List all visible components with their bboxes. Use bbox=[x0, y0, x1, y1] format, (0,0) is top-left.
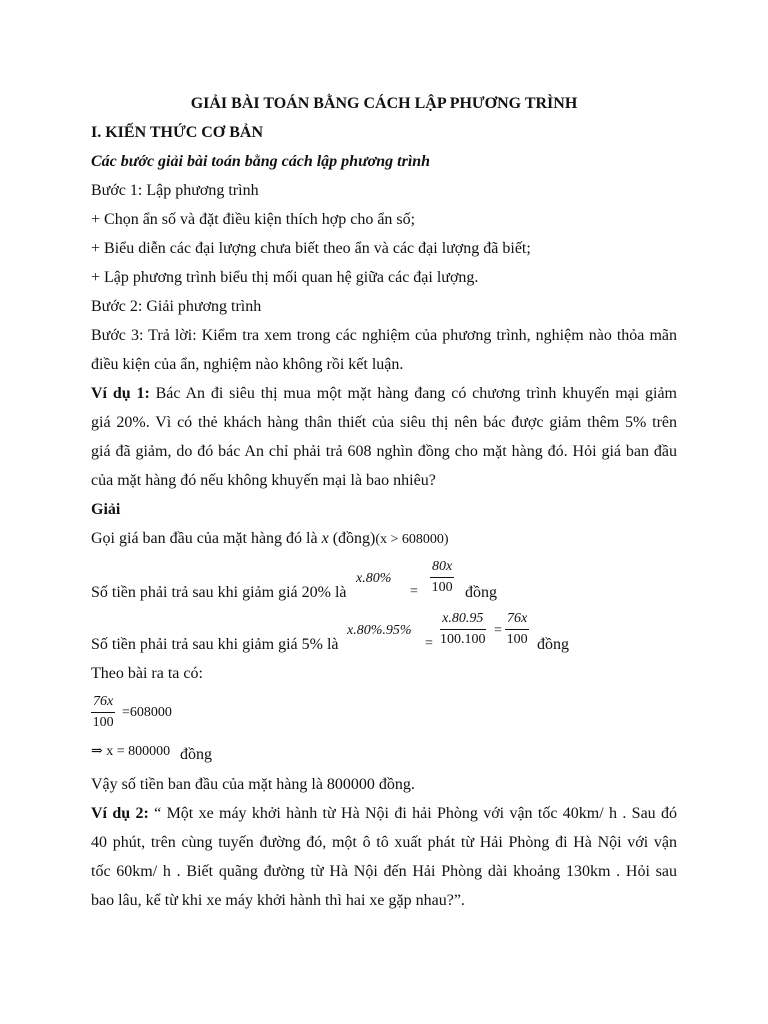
example-2-label: Ví dụ 2: bbox=[91, 805, 149, 822]
solution-label: Giải bbox=[91, 501, 121, 518]
pay-5-numerator-2: 76x bbox=[505, 611, 529, 630]
pay-5-text: Số tiền phải trả sau khi giảm giá 5% là bbox=[91, 636, 339, 653]
example-1-label: Ví dụ 1: bbox=[91, 385, 150, 402]
example-1-line-1 bbox=[91, 384, 677, 404]
implies-result: ⇒ x = 800000 bbox=[91, 744, 171, 759]
equation-denominator: 100 bbox=[92, 715, 114, 730]
example-1-line-4: của mặt hàng đó nếu không khuyến mại là bao nhiêu? bbox=[91, 472, 436, 489]
theo-bai-text: Theo bài ra ta có: bbox=[91, 665, 203, 682]
equation-rhs: =608000 bbox=[122, 705, 172, 720]
example-1-line-3: giá đã giảm, do đó bác An chỉ phải trả 608 nghìn đồng cho mặt hàng đó. Hỏi giá ban đầu bbox=[91, 443, 677, 460]
pay-20-text: Số tiền phải trả sau khi giảm giá 20% là bbox=[91, 584, 347, 601]
step-1-bullet-1: + Chọn ẩn số và đặt điều kiện thích hợp cho ẩn số; bbox=[91, 211, 416, 228]
pay-5-denominator-1: 100.100 bbox=[440, 632, 486, 647]
equation-fraction bbox=[91, 694, 115, 731]
pay-20-equals: = bbox=[410, 584, 418, 599]
page-title: GIẢI BÀI TOÁN BẰNG CÁCH LẬP PHƯƠNG TRÌNH bbox=[190, 95, 578, 112]
pay-5-numerator-1: x.80.95 bbox=[440, 611, 486, 630]
step-1-bullet-2: + Biểu diễn các đại lượng chưa biết theo ẩn và các đại lượng đã biết; bbox=[91, 240, 531, 257]
let-variable: x bbox=[321, 530, 329, 547]
section-heading: I. KIẾN THỨC CƠ BẢN bbox=[91, 124, 264, 141]
pay-5-denominator-2: 100 bbox=[506, 632, 528, 647]
pay-5-equals-1: = bbox=[425, 636, 433, 651]
step-1: Bước 1: Lập phương trình bbox=[91, 182, 259, 199]
pay-5-equals-2: = bbox=[494, 623, 502, 638]
example-2-line-3: tốc 60km/ h . Biết quãng đường từ Hà Nội đến Hải Phòng dài khoảng 130km . Hỏi sau bbox=[91, 863, 677, 880]
step-1-bullet-3: + Lập phương trình biểu thị mối quan hệ giữa các đại lượng. bbox=[91, 269, 479, 286]
equation-numerator: 76x bbox=[91, 694, 115, 713]
let-text: Gọi giá ban đầu của mặt hàng đó là bbox=[91, 530, 322, 547]
implies-unit: đồng bbox=[180, 746, 212, 763]
pay-20-expression: x.80% bbox=[356, 571, 392, 586]
pay-5-expression: x.80%.95% bbox=[347, 623, 412, 638]
let-condition: (x > 608000) bbox=[375, 532, 449, 547]
pay-20-numerator: 80x bbox=[430, 559, 454, 578]
pay-5-fraction-2 bbox=[505, 611, 529, 648]
example-2-text-1: “ Một xe máy khởi hành từ Hà Nội đi hải Phòng với vận tốc 40km/ h . Sau đó bbox=[148, 805, 677, 822]
pay-5-fraction-1 bbox=[440, 611, 486, 648]
example-2-line-1 bbox=[91, 804, 677, 824]
pay-20-fraction bbox=[430, 559, 454, 596]
let-statement bbox=[91, 529, 449, 550]
example-1-text-1: Bác An đi siêu thị mua một mặt hàng đang có chương trình khuyến mại giảm bbox=[149, 385, 678, 402]
pay-5-unit: đồng bbox=[537, 636, 569, 653]
step-3-line-1: Bước 3: Trả lời: Kiểm tra xem trong các nghiệm của phương trình, nghiệm nào thỏa mãn bbox=[91, 327, 677, 344]
example-1-line-2: giá 20%. Vì có thẻ khách hàng thân thiết của siêu thị nên bác được giảm thêm 5% trên bbox=[91, 414, 677, 431]
pay-20-unit: đồng bbox=[465, 584, 497, 601]
conclusion: Vậy số tiền ban đầu của mặt hàng là 800000 đồng. bbox=[91, 776, 415, 793]
let-unit: (đồng) bbox=[328, 530, 376, 547]
example-2-line-2: 40 phút, trên cùng tuyến đường đó, một ô tô xuất phát từ Hải Phòng đi Hà Nội với vận bbox=[91, 834, 677, 851]
example-2-line-4: bao lâu, kể từ khi xe máy khởi hành thì hai xe gặp nhau?”. bbox=[91, 892, 465, 909]
subheading: Các bước giải bài toán bằng cách lập phương trình bbox=[91, 153, 431, 170]
step-3-line-2: điều kiện của ẩn, nghiệm nào không rồi kết luận. bbox=[91, 356, 404, 373]
step-2: Bước 2: Giải phương trình bbox=[91, 298, 262, 315]
pay-20-denominator: 100 bbox=[431, 580, 453, 595]
